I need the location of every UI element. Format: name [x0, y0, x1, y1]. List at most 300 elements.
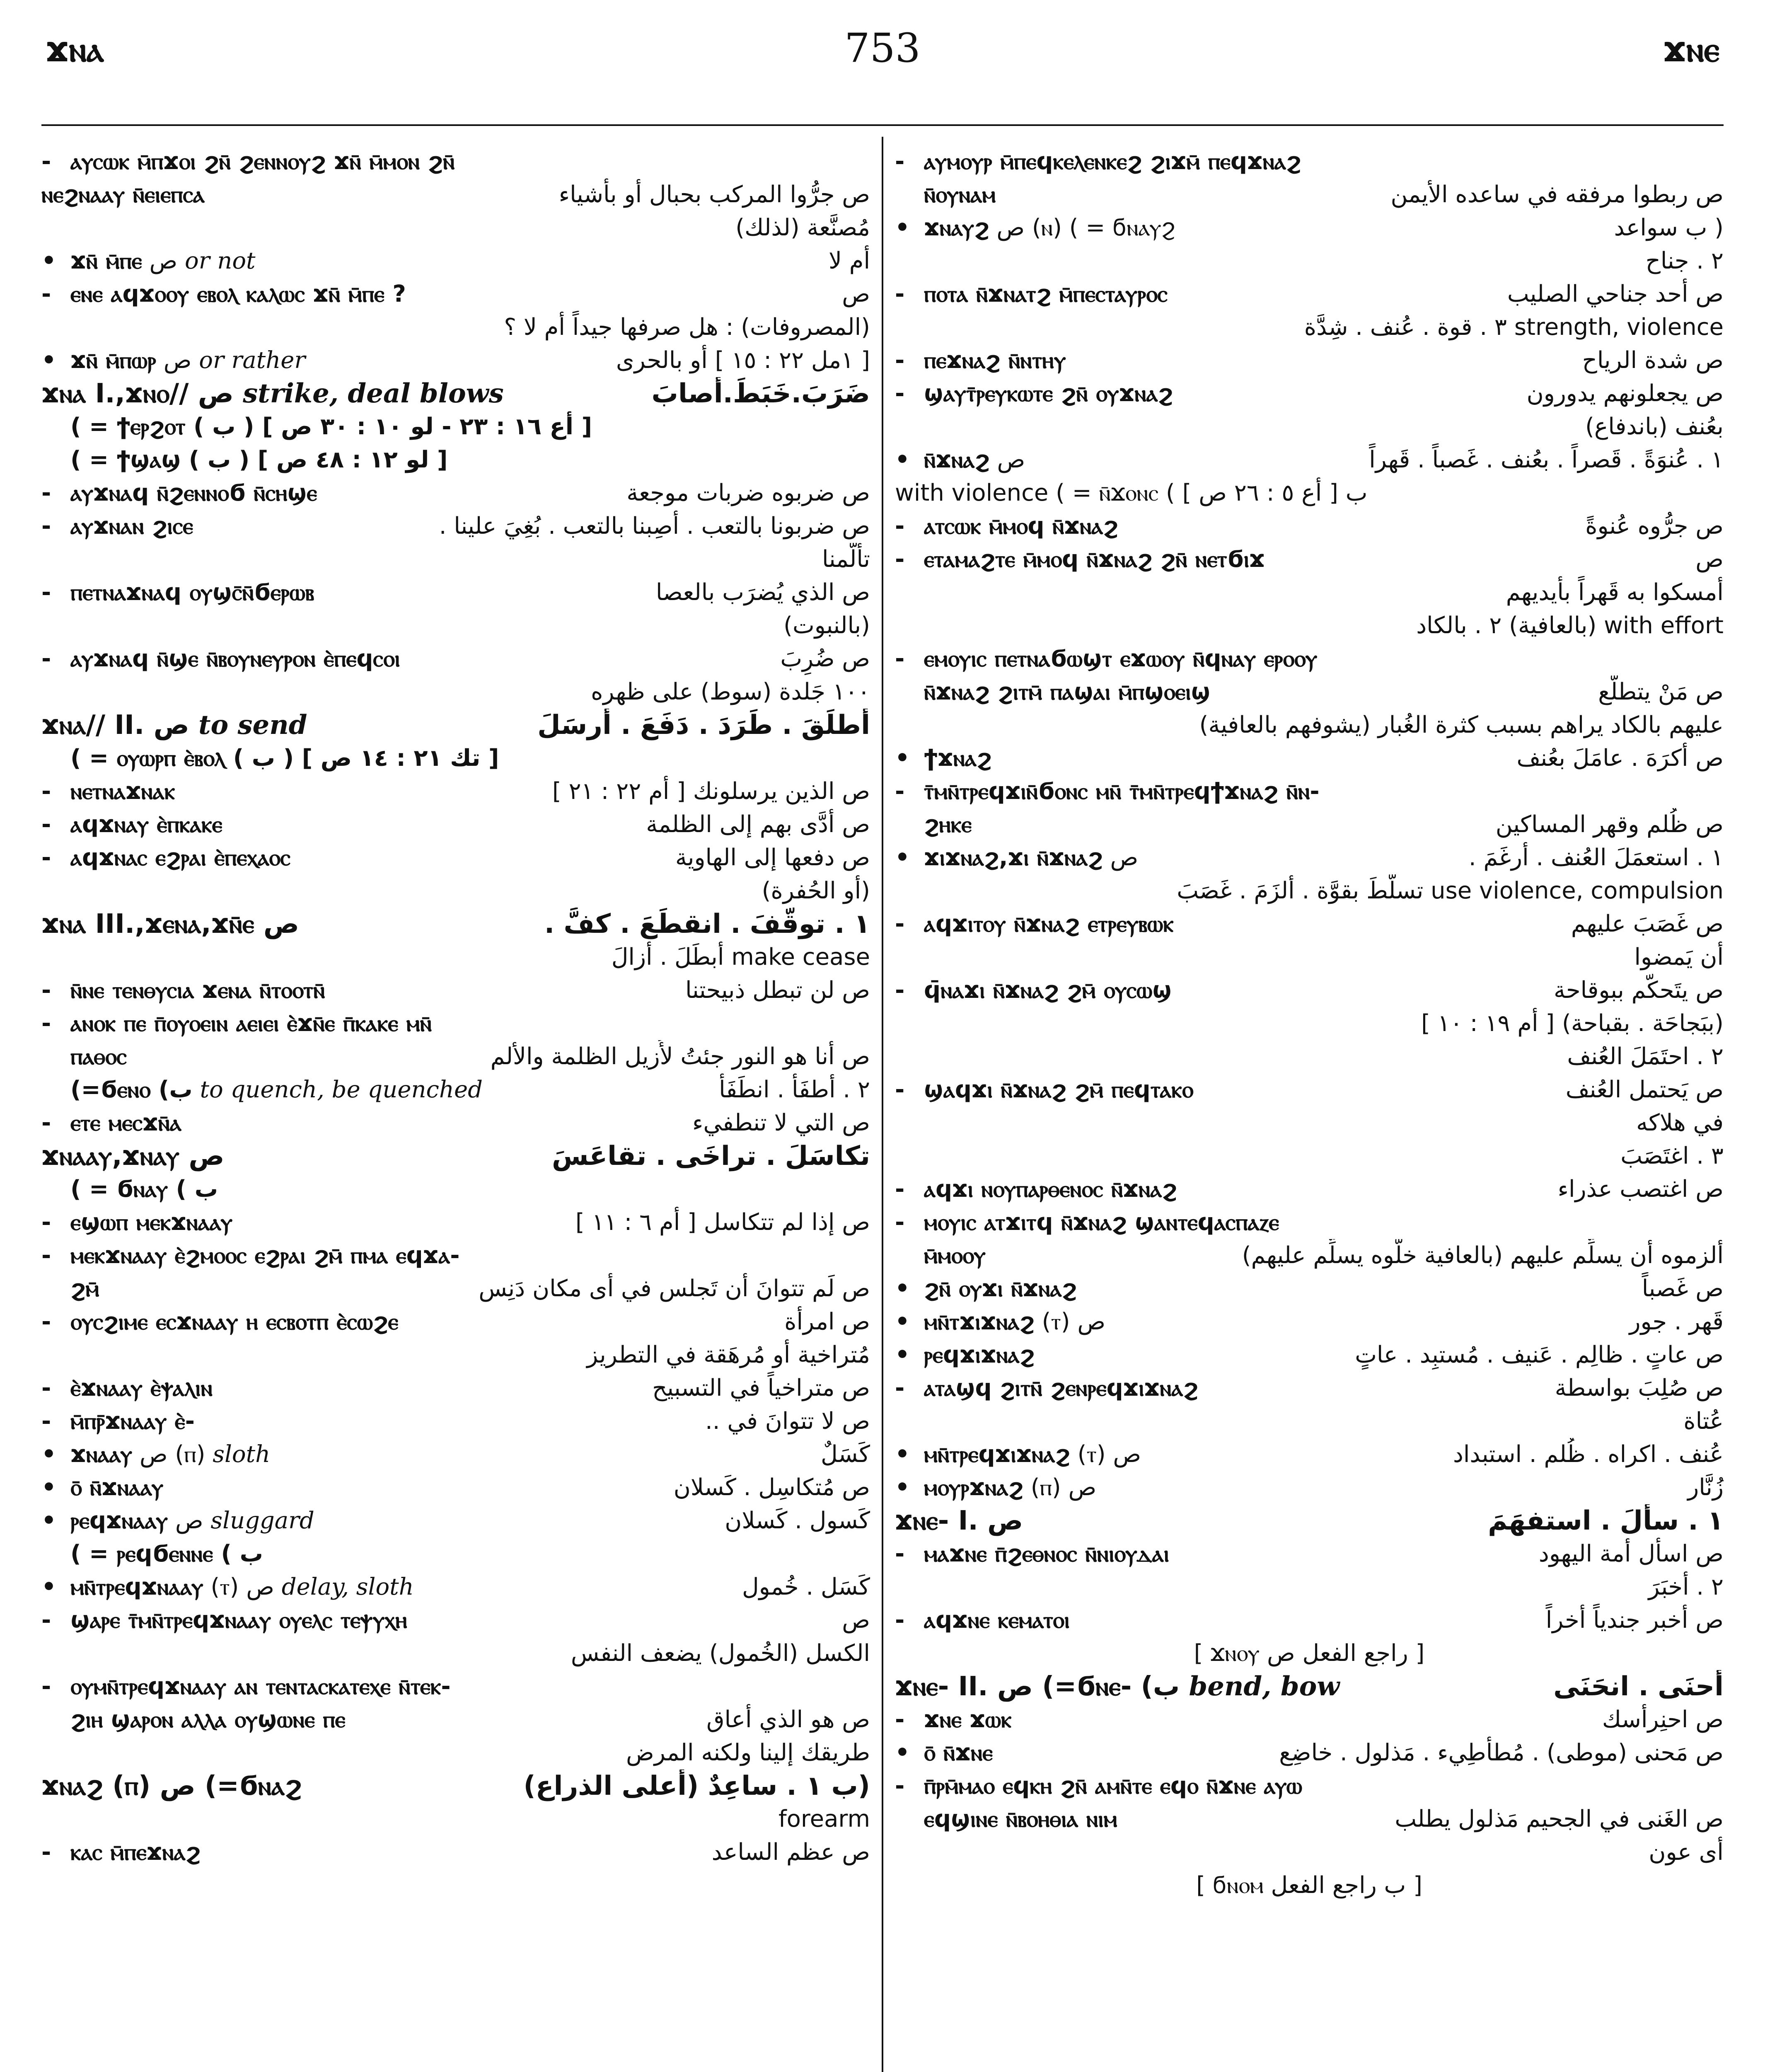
coptic-text: ϫⲓϫⲛⲁϩ,ϫⲓ ⲛ̄ϫⲛⲁϩ — [924, 844, 1103, 871]
arabic-gloss: عُتاة — [1683, 1408, 1724, 1435]
entry-line — [41, 1305, 870, 1339]
entry-left — [41, 1703, 346, 1736]
arabic-gloss: ص إذا لم تتكاسل [ أم ٦ : ١١ ] — [575, 1209, 870, 1236]
coptic-text: ϫⲛⲁⲩϩ — [924, 214, 989, 241]
entry-line — [41, 908, 870, 941]
entry-line — [895, 1007, 1724, 1040]
entry-left — [41, 775, 175, 808]
entry-left — [895, 1173, 1177, 1206]
grammar-marker: (ⲧ) ص — [1077, 1441, 1141, 1468]
arabic-gloss: كَسَلٌ — [820, 1441, 870, 1468]
entry-line — [41, 1604, 870, 1637]
entry-bullet: - — [41, 1010, 51, 1037]
coptic-text: ⲉ̀ϫⲛⲁⲁⲩ ⲉ̀ⲯⲁⲗⲓⲛ — [70, 1375, 213, 1402]
arabic-gloss: ص اسأل أمة اليهود — [1538, 1540, 1724, 1567]
arabic-gloss: أن يَمضوا — [1634, 944, 1724, 971]
entry-line — [41, 145, 870, 178]
entry-line — [41, 311, 870, 344]
arabic-gloss: ص لا تتوانَ في .. — [705, 1408, 870, 1435]
arabic-gloss: ص ضُرِبَ — [780, 645, 870, 672]
entry-left — [895, 178, 996, 211]
entry-line — [41, 1670, 870, 1703]
entry-left — [41, 1471, 163, 1504]
arabic-gloss: ص امرأة — [784, 1308, 870, 1335]
entry-left — [895, 1736, 993, 1769]
english-gloss: or not — [184, 247, 256, 274]
entry-left — [895, 1703, 1012, 1736]
entry-bullet: • — [895, 1275, 910, 1302]
arabic-gloss: ص — [842, 1607, 870, 1634]
coptic-text: ϩⲓⲏ ϣⲁⲣⲟⲛ ⲁⲗⲗⲁ ⲟⲩϣⲱⲛⲉ ⲡⲉ — [70, 1706, 346, 1733]
headword: ϫⲛⲁϩ — [41, 1771, 103, 1801]
entry-line — [895, 244, 1724, 278]
entry-line — [895, 1537, 1724, 1571]
entry-line — [895, 344, 1724, 377]
entry-line — [41, 1239, 870, 1272]
entry-line — [895, 1272, 1724, 1305]
entry-line — [895, 1339, 1724, 1372]
arabic-gloss: ٣ . اغتَصَبَ — [1620, 1143, 1724, 1169]
coptic-text: ⲁⲩϫⲛⲁϥ ⲛ̄ϩⲉⲛⲛⲟϭ ⲛ̄ⲥⲏϣⲉ — [70, 479, 317, 506]
entry-line — [41, 1040, 870, 1073]
coptic-text: ⲛ̄ⲛⲉ ⲧⲉⲛⲑⲩⲥⲓⲁ ϫⲉⲛⲁ ⲛ̄ⲧⲟⲟⲧⲛ̄ — [70, 977, 325, 1004]
grammar-marker: (ⲡ) ص (=ϭⲛⲁϩ — [112, 1771, 302, 1801]
entry-line — [41, 1769, 870, 1803]
headword: ϫⲛⲁ III.,ϫⲉⲛⲁ,ϫⲛ̄ⲉ — [41, 909, 254, 939]
entry-bullet: • — [895, 1308, 910, 1335]
arabic-gloss: ص جرُّوا المركب بحبال أو بأشياء — [559, 181, 870, 208]
coptic-text: ⲙ̄ⲡⲣ̄ϫⲛⲁⲁⲩ ⲉ̀- — [70, 1408, 195, 1435]
entry-line — [41, 1438, 870, 1471]
entry-line — [895, 211, 1724, 244]
coptic-text: ( = ϭⲛⲁⲩ ( ب — [70, 1176, 218, 1203]
entry-left — [41, 1040, 127, 1073]
headword: ϫⲛⲁⲁⲩ,ϫⲛⲁⲩ — [41, 1141, 180, 1172]
entry-bullet: - — [41, 579, 51, 606]
coptic-text: ⲙⲛ̄ⲧϫⲓϫⲛⲁϩ — [924, 1308, 1035, 1335]
entry-line — [895, 742, 1724, 775]
entry-line — [41, 1703, 870, 1736]
entry-left — [41, 1206, 232, 1239]
entry-line — [895, 1736, 1724, 1769]
entry-line — [895, 1305, 1724, 1339]
entry-left — [895, 543, 1265, 576]
running-head-left: ϫⲛⲁ — [46, 29, 104, 70]
entry-bullet: - — [41, 513, 51, 540]
entry-left — [41, 709, 307, 742]
entry-left — [41, 1438, 270, 1471]
entry-line — [41, 742, 870, 775]
entry-bullet: - — [895, 148, 905, 175]
coptic-text: ⲡ̄ⲣⲙ̄ⲙⲁⲟ ⲉϥⲕⲏ ϩⲛ̄ ⲁⲙⲛ̄ⲧⲉ ⲉϥⲟ ⲛ̄ϫⲛⲉ ⲁⲩⲱ — [924, 1772, 1302, 1799]
entry-line — [41, 808, 870, 841]
entry-left — [895, 1803, 1117, 1836]
grammar-marker: (ⲧ) ص — [210, 1573, 274, 1600]
entry-line — [41, 1339, 870, 1372]
entry-bullet: • — [41, 247, 56, 274]
coptic-text: ⲉϣⲱⲡ ⲙⲉⲕϫⲛⲁⲁⲩ — [70, 1209, 233, 1236]
arabic-gloss: [ ١مل ٢٢ : ١٥ ] أو بالحرى — [616, 347, 870, 374]
english-gloss: to send — [198, 709, 307, 741]
coptic-text: ⲣⲉϥϫⲓϫⲛⲁϩ — [924, 1341, 1035, 1368]
arabic-gloss: ص غَصباً — [1642, 1275, 1724, 1302]
arabic-gloss: ص — [1695, 546, 1724, 573]
coptic-text: ϣⲁⲣⲉ ⲧ̄ⲙⲛ̄ⲧⲣⲉϥϫⲛⲁⲁⲩ ⲟⲩⲉⲗⲥ ⲧⲉⲯⲩⲭⲏ — [70, 1607, 407, 1634]
arabic-gloss: ص مَنْ يتطلَّع — [1598, 678, 1724, 705]
entry-line — [41, 344, 870, 377]
coptic-text: ⲁⲩⲙⲟⲩⲣ ⲙ̄ⲡⲉϥⲕⲉⲗⲉⲛⲕⲉϩ ϩⲓϫⲙ̄ ⲡⲉϥϫⲛⲁϩ — [924, 148, 1301, 175]
arabic-gloss: ص عاتٍ . ظالِم . عَنيف . مُستبِد . عاتٍ — [1355, 1341, 1724, 1368]
coptic-text: ( = ⲣⲉϥϭⲉⲛⲛⲉ ( ب — [70, 1540, 263, 1567]
entry-line — [895, 808, 1724, 841]
english-gloss: sluggard — [210, 1507, 314, 1534]
arabic-gloss: قَهر . جور — [1629, 1308, 1724, 1335]
entry-left — [41, 841, 290, 874]
left-column — [41, 145, 870, 2072]
entry-left — [41, 1836, 201, 1869]
entry-left — [895, 1471, 1096, 1504]
entry-line — [895, 609, 1724, 642]
coptic-text: ⲕⲁⲥ ⲙ̄ⲡⲉϫⲛⲁϩ — [70, 1839, 201, 1866]
coptic-text: ϣⲁϥϫⲓ ⲛ̄ϫⲛⲁϩ ϩⲙ̄ ⲡⲉϥⲧⲁⲕⲟ — [924, 1076, 1194, 1103]
entry-line — [41, 443, 870, 477]
coptic-text: ⲁⲩⲥⲱⲕ ⲙ̄ⲡϫⲟⲓ ϩⲛ̄ ϩⲉⲛⲛⲟⲩϩ ϫⲛ̄ ⲙ̄ⲙⲟⲛ ϩⲛ̄ — [70, 148, 455, 175]
entry-left — [41, 576, 314, 609]
entry-line — [895, 841, 1724, 874]
entry-left — [41, 178, 205, 211]
entry-line — [41, 1736, 870, 1769]
coptic-text: ⲛ̄ⲟⲩⲛⲁⲙ — [924, 181, 996, 208]
entry-line — [895, 178, 1724, 211]
entry-line — [895, 941, 1724, 974]
entry-line — [895, 145, 1724, 178]
entry-left — [895, 1239, 986, 1272]
entry-bullet: - — [41, 1673, 51, 1700]
coptic-text: ⲛ̄ϫⲛⲁϩ — [924, 446, 990, 473]
entry-line — [41, 244, 870, 278]
entry-line — [41, 510, 870, 543]
coptic-text: ⲉⲧⲉ ⲙⲉⲥϫⲛ̄ⲁ — [70, 1109, 181, 1136]
coptic-text: ⲉⲙⲟⲩⲓⲥ ⲡⲉⲧⲛⲁϭⲱϣⲧ ⲉϫⲱⲟⲩ ⲛ̄ϥⲛⲁⲩ ⲉⲣⲟⲟⲩ — [924, 645, 1318, 672]
entry-left — [895, 1339, 1035, 1372]
arabic-gloss: ص لَم تتوانَ أن تَجلس في أى مكان دَنِس — [479, 1275, 870, 1302]
entry-left — [41, 1073, 483, 1106]
coptic-text: ϩⲏⲕⲉ — [924, 811, 972, 838]
column-divider — [882, 137, 883, 2072]
coptic-text: ⲁϥϫⲓ ⲛⲟⲩⲡⲁⲣⲑⲉⲛⲟⲥ ⲛ̄ϫⲛⲁϩ — [924, 1176, 1177, 1203]
running-head-right: ϫⲛⲉ — [1663, 29, 1719, 70]
entry-line — [41, 543, 870, 576]
arabic-gloss: ص لن تبطل ذبيحتنا — [685, 977, 870, 1004]
arabic-gloss: use violence, compulsion تسلَّطَ بقوَّة . ألزَمَ . غَصَبَ — [1177, 877, 1724, 904]
entry-bullet: - — [41, 1839, 51, 1866]
entry-line — [895, 709, 1724, 742]
entry-bullet: - — [895, 546, 905, 573]
grammar-marker: ص (ⲛ) ( = ϭⲛⲁⲩϩ — [996, 214, 1175, 241]
entry-line — [41, 709, 870, 742]
coptic-text: ϫⲛⲉ ϫⲱⲕ — [924, 1706, 1012, 1733]
entry-line — [41, 1272, 870, 1305]
arabic-gloss: أم لا — [829, 247, 870, 274]
entry-left — [895, 1272, 1077, 1305]
arabic-gloss: تألَّمنا — [822, 546, 870, 573]
entry-line — [895, 675, 1724, 709]
grammar-marker: ص (ⲡ) — [139, 1441, 206, 1468]
english-gloss: strike, deal blows — [243, 378, 504, 409]
entry-line — [41, 775, 870, 808]
coptic-text: ⲛⲉϩⲛⲁⲁⲩ ⲛ̄ⲉⲓⲉⲡⲥⲁ — [41, 181, 205, 208]
coptic-text: ⲟ̄ ⲛ̄ϫⲛⲉ — [924, 1739, 993, 1766]
entry-line — [895, 543, 1724, 576]
cross-reference: [ ϫⲛⲟⲩ راجع الفعل ص ] — [1194, 1640, 1425, 1667]
grammar-marker: (ⲧ) ص — [1042, 1308, 1106, 1335]
entry-left — [895, 1438, 1141, 1471]
entry-left — [41, 1272, 99, 1305]
arabic-gloss: أى عون — [1649, 1839, 1724, 1866]
coptic-text: ⲉⲧⲁⲙⲁϩⲧⲉ ⲙ̄ⲙⲟϥ ⲛ̄ϫⲛⲁϩ ϩⲛ̄ ⲛⲉⲧϭⲓϫ — [924, 546, 1265, 573]
entry-bullet: - — [895, 347, 905, 374]
entry-left — [41, 908, 299, 941]
entry-line — [895, 874, 1724, 908]
entry-bullet: - — [41, 1209, 51, 1236]
arabic-gloss: مُتراخية أو مُرهَقة في التطريز — [587, 1341, 870, 1368]
entry-line — [895, 576, 1724, 609]
arabic-gloss: مُصنَّعة (لذلك) — [735, 214, 870, 241]
entry-line — [895, 1372, 1724, 1405]
entry-left — [41, 244, 256, 278]
arabic-gloss: ص أكرَهَ . عامَلَ بعُنف — [1516, 745, 1724, 772]
entry-left — [895, 1504, 1023, 1537]
coptic-text: ϫⲛ̄ ⲙ̄ⲡⲱⲣ — [70, 347, 156, 374]
headword: ϫⲛⲁ// II. — [41, 710, 145, 741]
entry-left — [895, 675, 1210, 709]
entry-line — [41, 410, 870, 443]
entry-line — [895, 477, 1724, 510]
arabic-gloss: ( ب سواعد — [1614, 214, 1724, 241]
arabic-gloss: make cease أبطَلَ . أزالَ — [611, 944, 870, 971]
entry-left — [41, 1571, 414, 1604]
entry-line — [895, 974, 1724, 1007]
entry-line — [895, 1073, 1724, 1106]
entry-bullet: • — [895, 214, 910, 241]
entry-bullet: - — [41, 1242, 51, 1269]
english-gloss: or rather — [199, 347, 306, 374]
headword: ϫⲛⲉ- I. — [895, 1506, 978, 1536]
entry-line — [41, 1836, 870, 1869]
arabic-gloss: ص صُلِبَ بواسطة — [1555, 1375, 1724, 1402]
coptic-text: ⲧ̄ⲙⲛ̄ⲧⲣⲉϥϫⲓⲛ̄ϭⲟⲛⲥ ⲙⲛ̄ ⲧ̄ⲙⲛ̄ⲧⲣⲉϥϯϫⲛⲁϩ ⲛ̄ⲛ- — [924, 778, 1320, 805]
entry-left — [41, 1504, 314, 1537]
english-gloss: sloth — [213, 1441, 271, 1468]
arabic-gloss: ص هو الذي أعاق — [706, 1706, 870, 1733]
entry-bullet: - — [895, 1607, 905, 1634]
headword: ϫⲛⲉ- II. — [895, 1671, 988, 1702]
entry-line — [41, 1405, 870, 1438]
arabic-gloss: أحنَى . انحَنَى — [1553, 1671, 1724, 1702]
arabic-gloss: كَسول . كَسلان — [725, 1507, 870, 1534]
entry-left — [895, 841, 1138, 874]
arabic-gloss: ص الذين يرسلونك [ أم ٢٢ : ٢١ ] — [552, 778, 870, 805]
coptic-text: ϯϫⲛⲁϩ — [924, 745, 992, 772]
arabic-gloss: ١ . عُنوَةً . قَصراً . بعُنف . غَصباً . قَهراً — [1369, 446, 1724, 473]
entry-line — [41, 1140, 870, 1173]
arabic-gloss: ص يَحتمل العُنف — [1565, 1076, 1724, 1103]
entry-line — [895, 1836, 1724, 1869]
arabic-gloss: ص غَصَبَ عليهم — [1571, 910, 1724, 937]
coptic-text: ⲁⲧⲥⲱⲕ ⲙ̄ⲙⲟϥ ⲛ̄ϫⲛⲁϩ — [924, 513, 1118, 540]
coptic-text: ⲉϥϣⲓⲛⲉ ⲛ̄ⲃⲟⲏⲑⲓⲁ ⲛⲓⲙ — [924, 1806, 1117, 1832]
arabic-gloss: ١٠٠ جَلدة (سوط) على ظهره — [591, 678, 870, 705]
entry-bullet: - — [41, 148, 51, 175]
entry-line — [895, 1040, 1724, 1073]
arabic-gloss: ص ظُلم وقهر المساكين — [1495, 811, 1724, 838]
entry-line — [895, 1670, 1724, 1703]
entry-line — [41, 642, 870, 675]
entry-bullet: - — [895, 281, 905, 307]
arabic-gloss: ص مُتكاسِل . كَسلان — [673, 1474, 870, 1501]
entry-left — [41, 1140, 224, 1173]
entry-left — [41, 1305, 398, 1339]
arabic-gloss: ص — [842, 281, 870, 307]
arabic-gloss: strength, violence ٣ . قوة . عُنف . شِدَّة — [1304, 314, 1724, 341]
arabic-gloss: (المصروفات) : هل صرفها جيداً أم لا ؟ — [504, 314, 870, 341]
coptic-text: (=ϭⲉⲛⲟ (ب — [70, 1076, 193, 1103]
entry-line — [895, 1769, 1724, 1803]
entry-left — [41, 1372, 213, 1405]
entry-left — [895, 1206, 1279, 1239]
entry-bullet: - — [41, 977, 51, 1004]
grammar-marker: ص — [153, 710, 189, 741]
coptic-text: ⲙⲟⲩⲣϫⲛⲁϩ — [924, 1474, 1023, 1501]
headword: ϫⲛⲁ I.,ϫⲛⲟ// — [41, 378, 189, 409]
entry-bullet: • — [895, 1441, 910, 1468]
entry-left — [41, 1007, 432, 1040]
arabic-gloss: ص يجعلونهم يدورون — [1526, 380, 1724, 407]
grammar-marker: ص — [997, 446, 1025, 473]
arabic-gloss: (بالنبوت) — [783, 612, 870, 639]
arabic-gloss: زُنَّار — [1688, 1474, 1724, 1501]
entry-bullet: • — [41, 1474, 56, 1501]
entry-bullet: - — [895, 1076, 905, 1103]
entry-left — [895, 1073, 1193, 1106]
coptic-text: ⲙ̄ⲙⲟⲟⲩ — [924, 1242, 986, 1269]
coptic-text: ⲟ̄ ⲛ̄ϫⲛⲁⲁⲩ — [70, 1474, 164, 1501]
entry-left — [895, 1372, 1198, 1405]
entry-line — [895, 377, 1724, 410]
arabic-gloss: ٢ . احتَمَلَ العُنف — [1567, 1043, 1724, 1070]
coptic-text: ⲁϥϫⲓⲧⲟⲩ ⲛ̄ϫⲛⲁϩ ⲉⲧⲣⲉⲩⲃⲱⲕ — [924, 910, 1174, 937]
entry-left — [41, 1173, 218, 1206]
arabic-gloss: كَسَل . خُمول — [742, 1573, 870, 1600]
arabic-gloss: ص دفعها إلى الهاوية — [675, 844, 870, 871]
entry-line — [41, 1173, 870, 1206]
grammar-marker: ص — [175, 1507, 203, 1534]
entry-bullet: • — [895, 1474, 910, 1501]
arabic-gloss: with effort (بالعافية) ٢ . بالكاد — [1416, 612, 1724, 639]
entry-line — [41, 1537, 870, 1571]
entry-left — [41, 1670, 451, 1703]
coptic-text: ( = ϯϣⲁϣ ( ب ) [ لو ١٢ : ٤٨ ص ] — [70, 446, 448, 473]
coptic-text: ⲙⲉⲕϫⲛⲁⲁⲩ ⲉ̀ϩⲙⲟⲟⲥ ⲉϩⲣⲁⲓ ϩⲙ̄ ⲡⲙⲁ ⲉϥϫⲁ- — [70, 1242, 460, 1269]
entry-line — [41, 1073, 870, 1106]
entry-line — [895, 1504, 1724, 1537]
arabic-gloss: ص أنا هو النور جئتُ لأُزيل الظلمة والألم — [490, 1043, 870, 1070]
coptic-text: ϩⲙ̄ — [70, 1275, 99, 1302]
coptic-text: ϣⲁⲩⲧ̄ⲣⲉⲩⲕⲱⲧⲉ ϩⲛ̄ ⲟⲩϫⲛⲁϩ — [924, 380, 1173, 407]
arabic-gloss: forearm — [778, 1806, 870, 1832]
coptic-text: ⲁϥϫⲛⲉ ⲕⲉⲙⲁⲧⲟⲓ — [924, 1607, 1070, 1634]
arabic-gloss: ٢ . أطفَأَ . انطَفَأَ — [719, 1076, 870, 1103]
entry-bullet: • — [41, 1573, 56, 1600]
entry-line — [41, 974, 870, 1007]
coptic-text: ⲡⲁⲑⲟⲥ — [70, 1043, 127, 1070]
entry-line — [895, 1405, 1724, 1438]
entry-bullet: - — [41, 281, 51, 307]
entry-left — [895, 808, 972, 841]
entry-line — [895, 1571, 1724, 1604]
coptic-text: ⲁⲩϫⲛⲁⲛ ϩⲓⲥⲉ — [70, 513, 193, 540]
entry-left — [41, 443, 448, 477]
entry-line — [41, 1637, 870, 1670]
arabic-gloss: ص الذي يُضرَب بالعصا — [655, 579, 870, 606]
arabic-gloss: ألزموه أن يسلِّم عليهم (بالعافية خلُّوه يسلِّم عليهم) — [1242, 1242, 1724, 1269]
arabic-gloss: ص اغتصب عذراء — [1557, 1176, 1724, 1203]
grammar-marker: ص — [189, 1141, 225, 1172]
entry-bullet: - — [41, 778, 51, 805]
entry-left — [895, 1305, 1105, 1339]
coptic-text: ⲁⲩϫⲛⲁϥ ⲛ̄ϣⲉ ⲛ̄ⲃⲟⲩⲛⲉⲩⲣⲟⲛ ⲉ̀ⲡⲉϥⲥⲟⲓ — [70, 645, 400, 672]
entry-left — [41, 1537, 263, 1571]
entry-line — [41, 841, 870, 874]
entry-bullet: - — [41, 811, 51, 838]
entry-line — [895, 311, 1724, 344]
arabic-gloss: (أو الحُفرة) — [762, 877, 870, 904]
entry-line — [41, 1504, 870, 1537]
arabic-gloss: ص ربطوا مرفقه في ساعده الأيمن — [1390, 181, 1724, 208]
arabic-gloss: أمسكوا به قَهراً بأيديهم — [1506, 579, 1724, 606]
coptic-text: ⲁⲛⲟⲕ ⲡⲉ ⲡ̄ⲟⲩⲟⲉⲓⲛ ⲁⲉⲓⲉⲓ ⲉ̀ϫⲛ̄ⲉ ⲡ̄ⲕⲁⲕⲉ ⲙⲛ̄ — [70, 1010, 432, 1037]
entry-line — [895, 642, 1724, 675]
entry-left — [41, 974, 325, 1007]
entry-line — [41, 675, 870, 709]
entry-left — [41, 477, 317, 510]
entry-line — [895, 1106, 1724, 1140]
coptic-text: ( = ϯⲉⲣϩⲟⲧ ( ب ) [ أع ١٦ : ٢٣ - لو ١٠ : ٣٠ ص ] — [70, 413, 592, 440]
entry-line — [41, 576, 870, 609]
arabic-gloss: ص جرُّوه عُنوةً — [1585, 513, 1724, 540]
entry-left — [895, 377, 1173, 410]
coptic-text: ⲛ̄ϫⲛⲁϩ ϩⲓⲧⲙ̄ ⲡⲁϣⲁⲓ ⲙ̄ⲡϣⲟⲉⲓϣ — [924, 678, 1211, 705]
grammar-marker: ص — [1110, 844, 1139, 871]
coptic-text: ϫⲛⲁⲁⲩ — [70, 1441, 133, 1468]
entry-bullet: - — [895, 513, 905, 540]
entry-line — [41, 211, 870, 244]
entry-line — [895, 1703, 1724, 1736]
right-column — [895, 145, 1724, 2072]
entry-left — [41, 642, 400, 675]
entry-left — [41, 344, 305, 377]
grammar-marker: ص — [198, 378, 234, 409]
english-gloss: with violence ( = ⲛ̄ϫⲟⲛⲥ ( ب [ أع ٥ : ٢٦ ص ] — [895, 479, 1368, 506]
entry-bullet: - — [41, 645, 51, 672]
coptic-text: ϥ̄ⲛⲁϫⲓ ⲛ̄ϫⲛⲁϩ ϩⲙ̄ ⲟⲩⲥⲱϣ — [924, 977, 1172, 1004]
entry-bullet: - — [41, 479, 51, 506]
arabic-gloss: ص متراخياً في التسبيح — [652, 1375, 870, 1402]
entry-bullet: • — [41, 1441, 56, 1468]
entry-left — [895, 1604, 1070, 1637]
page-number: 753 — [844, 25, 921, 71]
entry-left — [895, 278, 1168, 311]
